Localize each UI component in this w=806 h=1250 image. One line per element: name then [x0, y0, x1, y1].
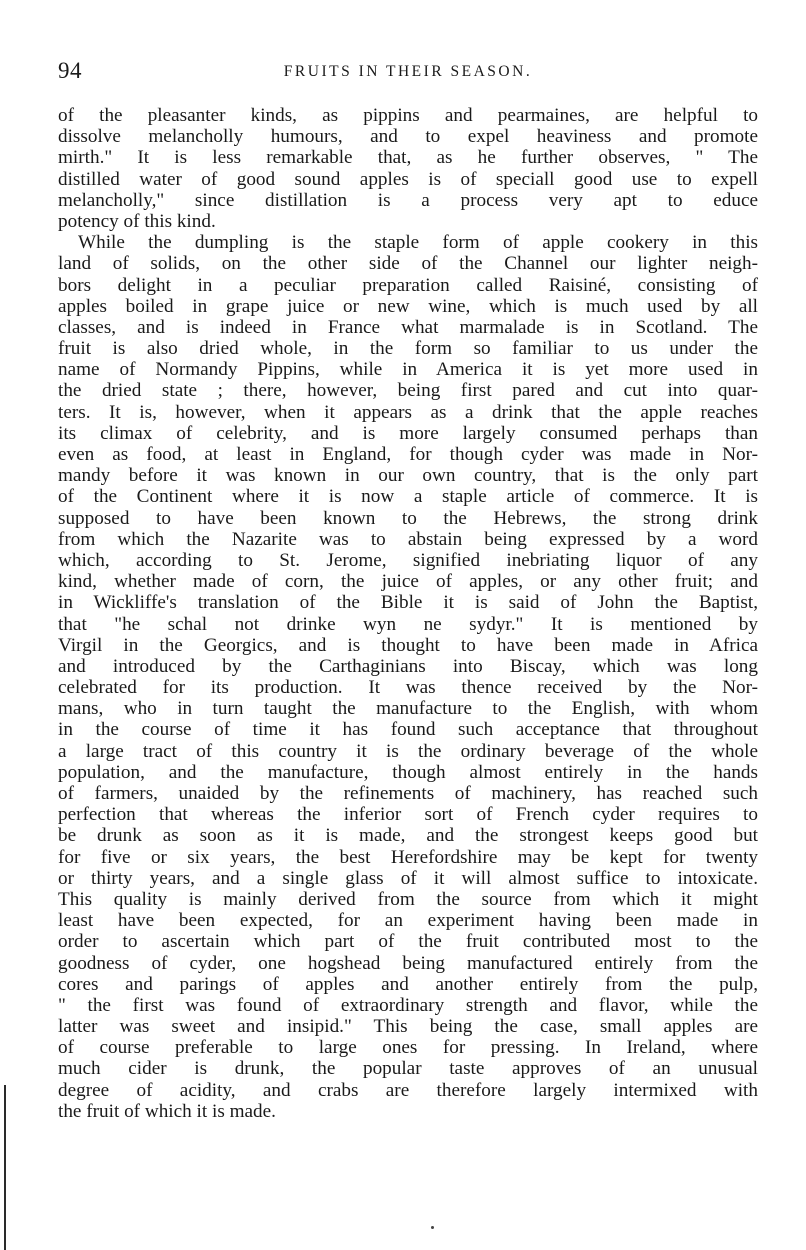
text-line: for five or six years, the best Herefordshire may be kept for twenty	[58, 846, 758, 868]
text-line: even as food, at least in England, for though cyder was made in Nor-	[58, 444, 758, 465]
text-line: ters. It is, however, when it appears as a drink that the apple reaches	[58, 401, 758, 423]
text-line: of farmers, unaided by the refinements of machinery, has reached such	[58, 783, 758, 804]
text-line: of the Continent where it is now a staple article of commerce. It is	[58, 486, 758, 508]
text-line: distilled water of good sound apples is of speciall good use to expell	[58, 168, 758, 190]
text-line: kind, whether made of corn, the juice of apples, or any other fruit; and	[58, 571, 758, 593]
text-line: the dried state ; there, however, being first pared and cut into quar-	[58, 380, 758, 402]
text-line: While the dumpling is the staple form of apple cookery in this	[78, 232, 758, 254]
text-line: name of Normandy Pippins, while in America it is yet more used in	[58, 359, 758, 381]
page-speck	[431, 1226, 434, 1229]
text-line: or thirty years, and a single glass of it will almost suffice to intoxicate.	[58, 867, 758, 889]
text-line: goodness of cyder, one hogshead being manufactured entirely from the	[58, 952, 758, 974]
text-line: a large tract of this country it is the ordinary beverage of the whole	[58, 740, 758, 762]
text-line: least have been expected, for an experiment having been made in	[58, 910, 758, 932]
text-line: perfection that whereas the inferior sort of French cyder requires to	[58, 804, 758, 826]
text-line: in Wickliffe's translation of the Bible it is said of John the Baptist,	[58, 592, 758, 614]
text-line: much cider is drunk, the popular taste approves of an unusual	[58, 1058, 758, 1080]
text-line: degree of acidity, and crabs are therefore largely intermixed with	[58, 1079, 758, 1101]
text-line: melancholly," since distillation is a process very apt to educe	[58, 189, 758, 211]
text-line: potency of this kind.	[58, 210, 216, 232]
text-line: population, and the manufacture, though almost entirely in the hands	[58, 761, 758, 783]
text-line: mans, who in turn taught the manufacture to the English, with whom	[58, 698, 758, 720]
text-line: of the pleasanter kinds, as pippins and pearmaines, are helpful to	[58, 105, 758, 126]
body-text	[58, 105, 758, 1122]
text-line: order to ascertain which part of the fruit contributed most to the	[58, 931, 758, 953]
text-line: " the first was found of extraordinary strength and flavor, while the	[58, 994, 758, 1016]
text-line: its climax of celebrity, and is more largely consumed perhaps than	[58, 422, 758, 444]
text-line: apples boiled in grape juice or new wine, which is much used by all	[58, 295, 758, 317]
text-line: land of solids, on the other side of the Channel our lighter neigh-	[58, 253, 758, 275]
text-line: latter was sweet and insipid." This being the case, small apples are	[58, 1016, 758, 1038]
text-line: which, according to St. Jerome, signified inebriating liquor of any	[58, 549, 758, 571]
text-line: the fruit of which it is made.	[58, 1100, 276, 1122]
text-line: in the course of time it has found such acceptance that throughout	[58, 719, 758, 741]
text-line: from which the Nazarite was to abstain being expressed by a word	[58, 528, 758, 550]
text-line: mandy before it was known in our own country, that is the only part	[58, 465, 758, 487]
text-line: mirth." It is less remarkable that, as he further observes, " The	[58, 147, 758, 169]
margin-rule	[4, 1085, 6, 1250]
page-number: 94	[58, 58, 82, 83]
text-line: be drunk as soon as it is made, and the strongest keeps good but	[58, 825, 758, 847]
text-line: celebrated for its production. It was thence received by the Nor-	[58, 677, 758, 699]
text-line: that "he schal not drinke wyn ne sydyr." It is mentioned by	[58, 613, 758, 635]
text-line: dissolve melanchollу humours, and to expel heaviness and promote	[58, 126, 758, 148]
text-line: fruit is also dried whole, in the form so familiar to us under the	[58, 338, 758, 360]
text-line: of course preferable to large ones for pressing. In Ireland, where	[58, 1037, 758, 1059]
page-header	[58, 58, 758, 92]
text-line: supposed to have been known to the Hebrews, the strong drink	[58, 507, 758, 529]
running-title: FRUITS IN THEIR SEASON.	[283, 63, 533, 80]
text-line: cores and parings of apples and another entirely from the pulp,	[58, 973, 758, 995]
text-line: and introduced by the Carthaginians into Biscay, which was long	[58, 655, 758, 677]
text-line: Virgil in the Georgics, and is thought to have been made in Africa	[58, 634, 758, 656]
text-line: classes, and is indeed in France what marmalade is in Scotland. The	[58, 316, 758, 338]
text-line: This quality is mainly derived from the source from which it might	[58, 888, 758, 910]
text-line: bors delight in a peculiar preparation called Raisiné, consisting of	[58, 274, 758, 296]
